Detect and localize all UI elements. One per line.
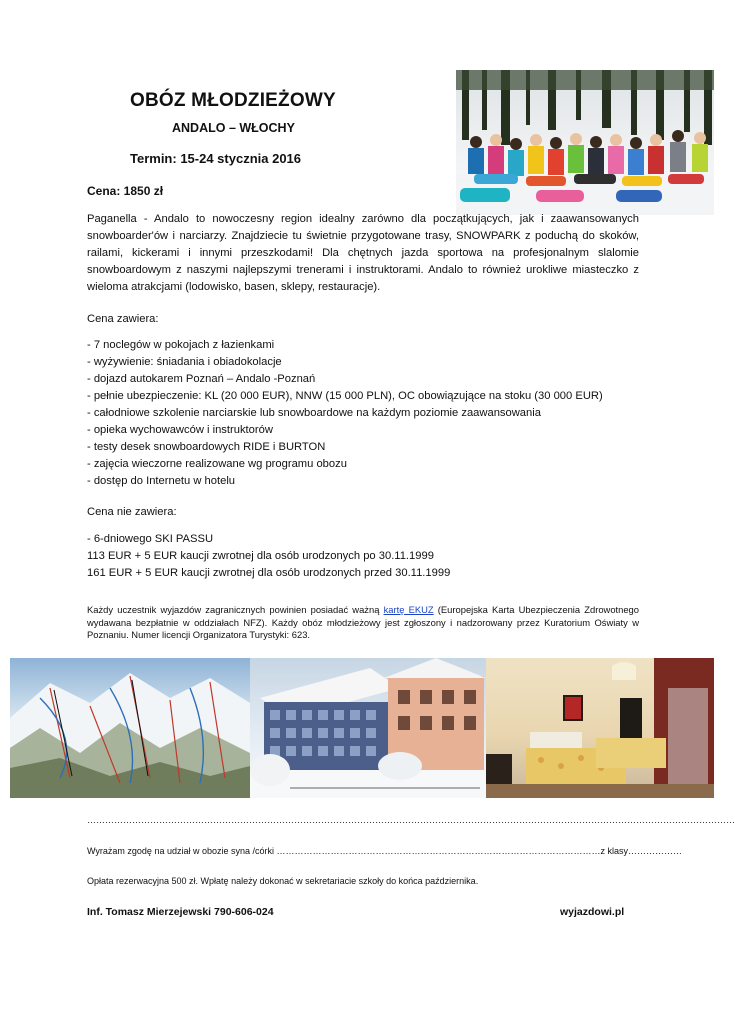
- intro-paragraph: Paganella - Andalo to nowoczesny region idealny zarówno dla początkujących, jak i zaawansowanych snowboarder'ów i narciarzy. Znajdziecie tu świetnie przygotowane trasy, SNOWPARK z poduchą do skoków, railami, kickerami i innymi przeszkodami! Dla chętnych jazda sportowa na profesjonalnym slalomie snowboardowym z naszymi najlepszymi trenerami i instruktorami. Andalo to również urokliwe miasteczko z wieloma atrakcjami (lodowisko, basen, sklepy, restauracje).: [87, 213, 639, 293]
- excludes-item: 113 EUR + 5 EUR kaucji zwrotnej dla osób urodzonych po 30.11.1999: [87, 550, 434, 562]
- notice-text-end: (Europejska Karta Ubezpieczenia Zdrowotnego wydawana bezpłatnie w oddziałach NFZ). Każdy obóz młodzieżowy jest zgłoszony i nadzorowany przez Kuratorium Oświaty w Poznaniu. Numer licencji Organizatora Turystyki: 623.: [87, 604, 639, 640]
- ekuz-link[interactable]: kartę EKUZ: [383, 604, 434, 615]
- includes-item: - dojazd autokarem Poznań – Andalo -Poznań: [87, 373, 316, 385]
- trip-price: Cena: 1850 zł: [87, 184, 164, 198]
- includes-item: - opieka wychowawców i instruktorów: [87, 424, 273, 436]
- includes-item: - pełnie ubezpieczenie: KL (20 000 EUR), NNW (15 000 PLN), OC obowiązujące na stoku (30 000 EUR): [87, 390, 603, 402]
- hotel-exterior-photo: [250, 658, 486, 798]
- group-photo: [456, 70, 714, 215]
- includes-item: - wyżywienie: śniadania i obiadokolacje: [87, 356, 282, 368]
- includes-item: - 7 noclegów w pokojach z łazienkami: [87, 339, 275, 351]
- includes-heading: Cena zawiera:: [87, 313, 159, 325]
- hotel-room-photo: [486, 658, 714, 798]
- includes-item: - zajęcia wieczorne realizowane wg programu obozu: [87, 458, 347, 470]
- excludes-item: - 6-dniowego SKI PASSU: [87, 533, 214, 545]
- excludes-item: 161 EUR + 5 EUR kaucji zwrotnej dla osób urodzonych przed 30.11.1999: [87, 567, 451, 579]
- contact-info: Inf. Tomasz Mierzejewski 790-606-024: [87, 906, 274, 918]
- dotted-separator: ………………………………………………………………………………………………………………………………………………………………………………………………: [87, 815, 735, 825]
- page-subtitle: ANDALO – WŁOCHY: [172, 121, 295, 135]
- includes-item: - testy desek snowboardowych RIDE i BURTON: [87, 441, 326, 453]
- notice-text-start: Każdy uczestnik wyjazdów zagranicznych powinien posiadać ważną: [87, 604, 384, 615]
- excludes-heading: Cena nie zawiera:: [87, 506, 177, 518]
- ekuz-notice: [87, 604, 639, 642]
- website-label: wyjazdowi.pl: [560, 906, 625, 918]
- trip-dates: Termin: 15-24 stycznia 2016: [130, 151, 302, 166]
- includes-item: - całodniowe szkolenie narciarskie lub snowboardowe na każdym poziomie zaawansowania: [87, 407, 541, 419]
- page-title: OBÓZ MŁODZIEŻOWY: [130, 90, 336, 111]
- payment-info: Opłata rezerwacyjna 500 zł. Wpłatę należy dokonać w sekretariacie szkoły do końca października.: [87, 876, 479, 886]
- consent-line: Wyrażam zgodę na udział w obozie syna /córki ………………………………………………………………………………………………z klasy………………: [87, 846, 683, 856]
- includes-item: - dostęp do Internetu w hotelu: [87, 475, 236, 487]
- ski-resort-map: [10, 658, 250, 798]
